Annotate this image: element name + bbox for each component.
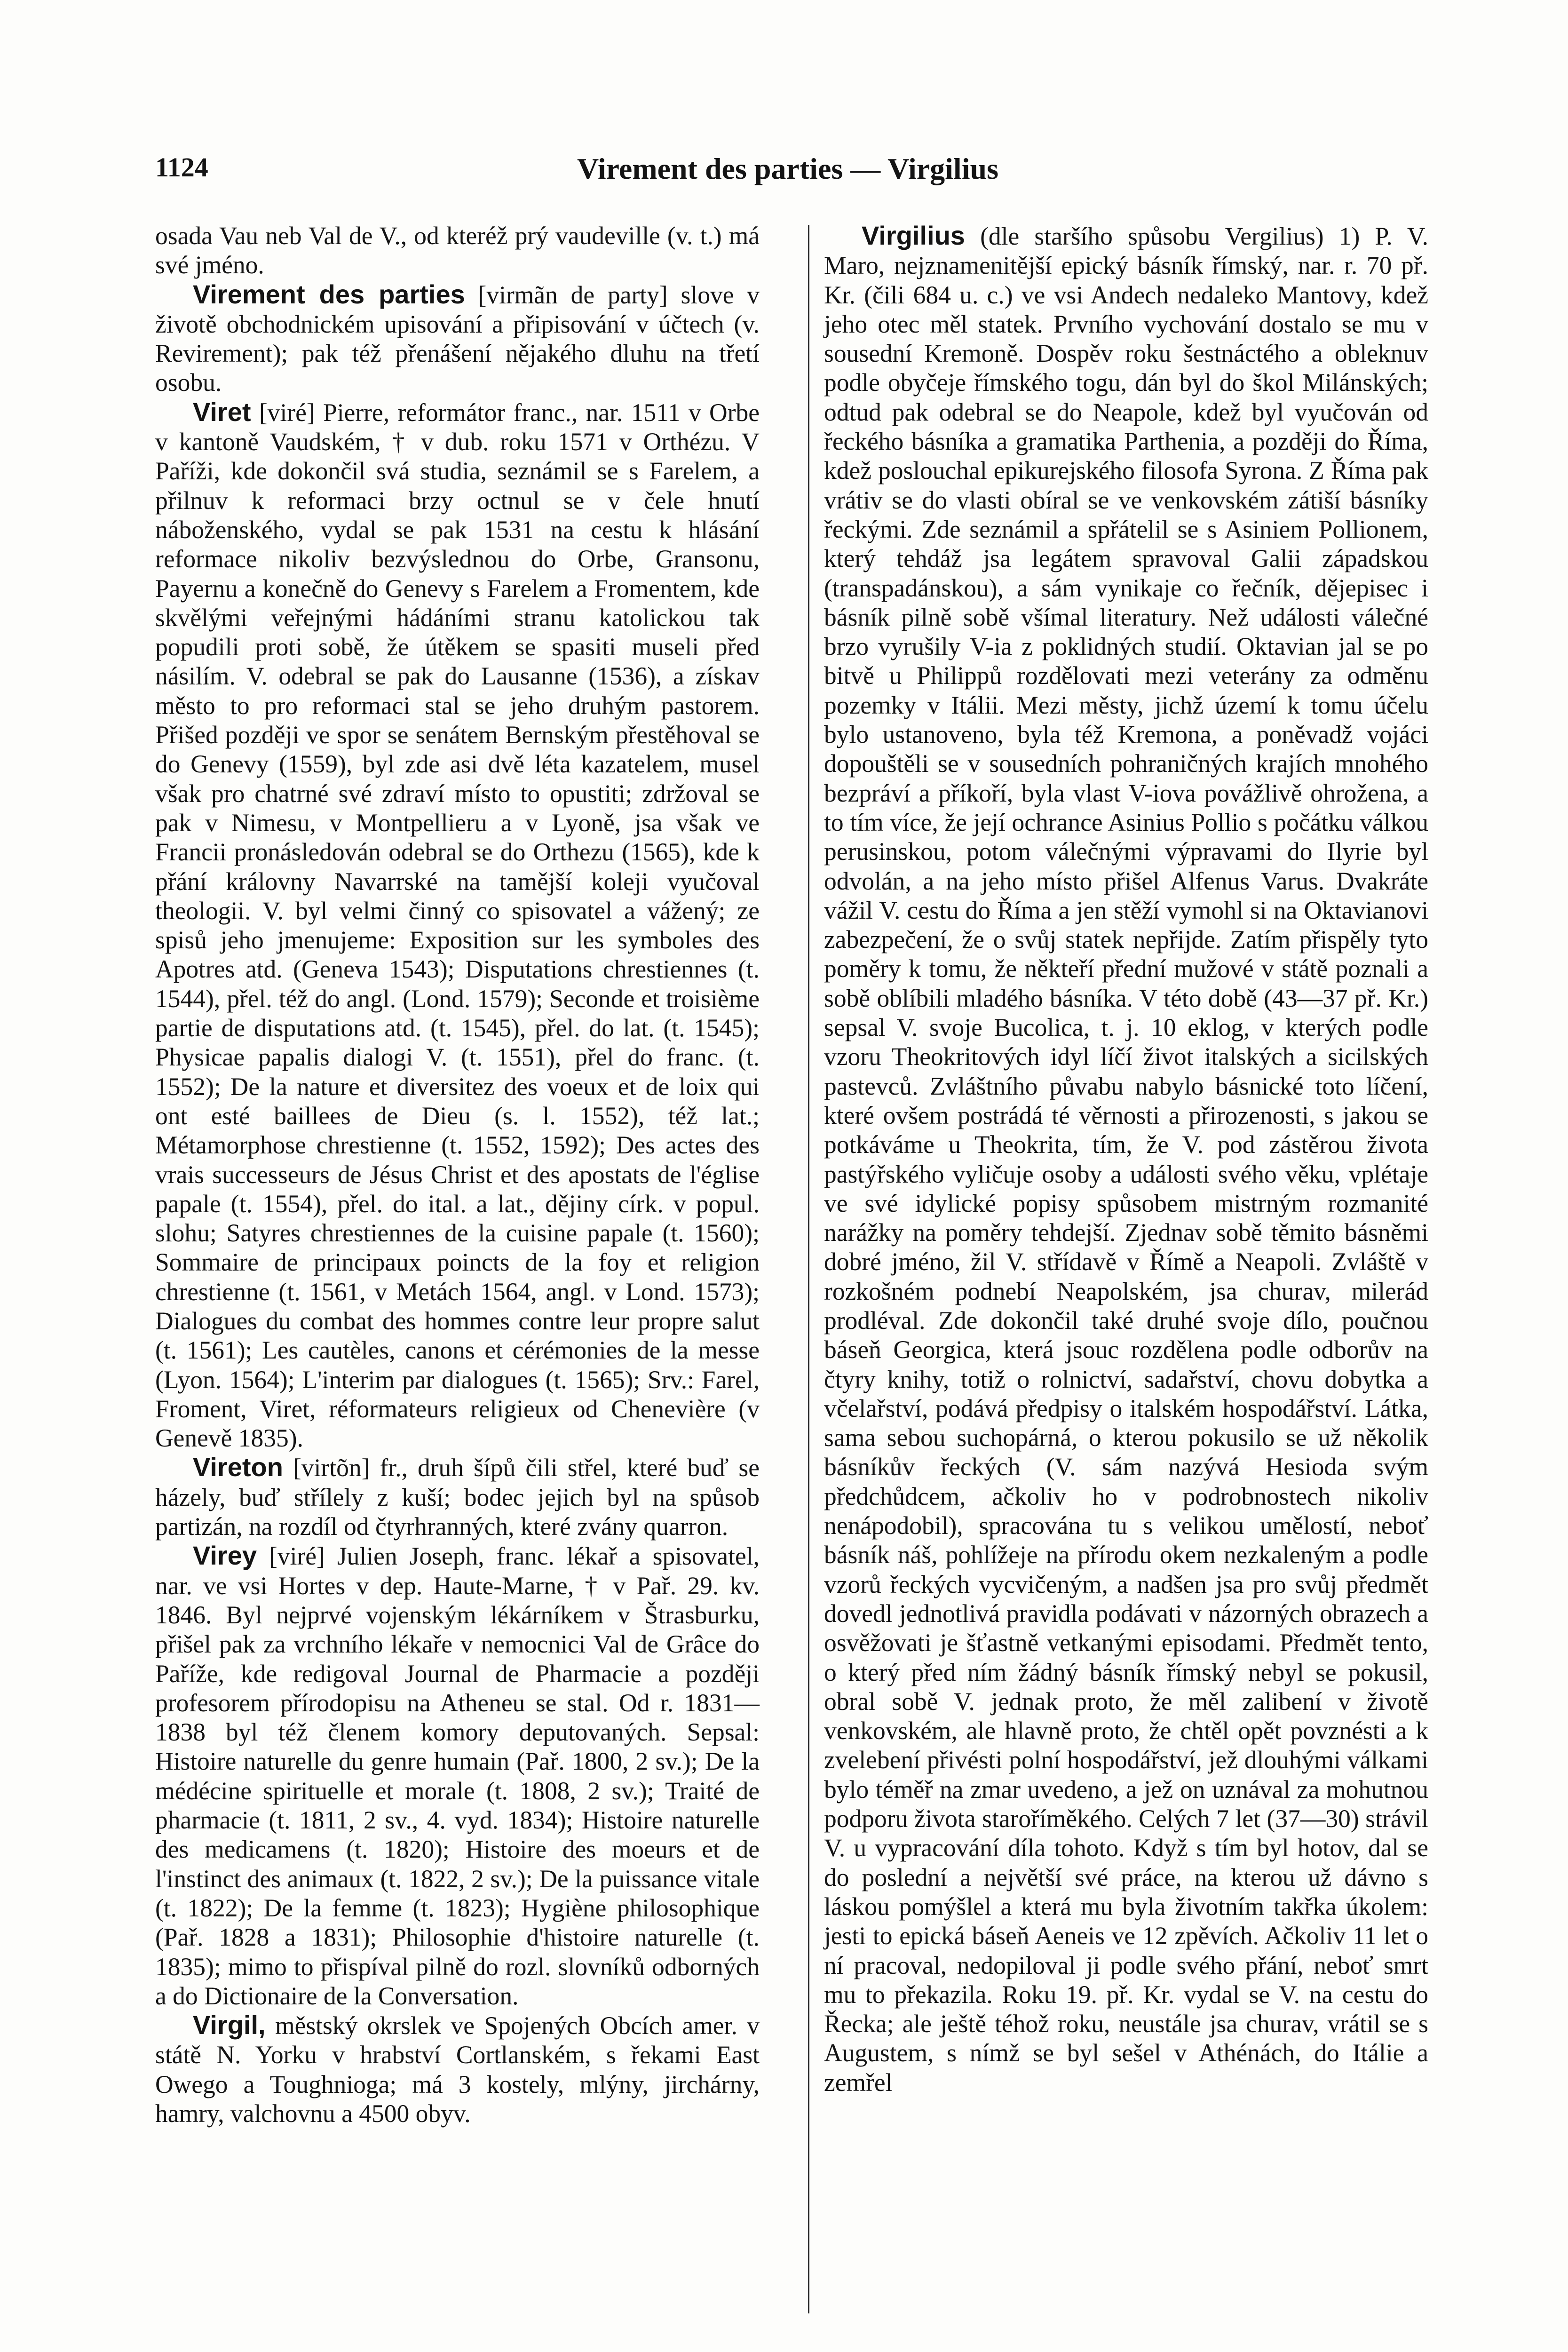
right-column bbox=[824, 221, 1428, 2097]
page-number: 1124 bbox=[155, 152, 208, 183]
headword: Virey bbox=[193, 1541, 257, 1571]
left-column bbox=[155, 221, 760, 2128]
entry-virgil bbox=[155, 2010, 760, 2128]
entry-text: [virmãn de party] slove v životě obchodnickém upisování a připisování v účtech (v. Revirement); pak též přenášení nějakého dluhu na třetí osobu. bbox=[155, 280, 760, 397]
headword: Virgilius bbox=[862, 221, 965, 250]
headword: Vireton bbox=[193, 1452, 283, 1482]
entry-text: [viré] Pierre, reformátor franc., nar. 1511 v Orbe v kantoně Vaudském, † v dub. roku 1571 v Orthézu. V Paříži, kde dokončil svá studia, seznámil se s Farelem, a přilnuv k reformaci brzy octnul se v čele hnutí náboženského, vydal se pak 1531 na cestu k hlásání reformace nikoliv bezvýslednou do Orbe, Gransonu, Payernu a konečně do Genevy s Farelem a Fromentem, kde skvělými veřejnými hádáními stranu katolickou tak popudili proti sobě, že útěkem se spasiti museli před násilím. V. odebral se pak do Lausanne (1536), a získav město to pro reformaci stal se jeho druhým pastorem. Přišed později ve spor se senátem Bernským přestěhoval se do Genevy (1559), byl zde asi dvě léta kazatelem, musel však pro chatrné své zdraví místo to opustiti; zdržoval se pak v Nimesu, v Montpellieru a v Lyoně, jsa však ve Francii pronásledován odebral se do Orthezu (1565), kde k přání královny Navarrské na tamější koleji vyučoval theologii. V. byl velmi činný co spisovatel a vážený; ze spisů jeho jmenujeme: Exposition sur les symboles des Apotres atd. (Geneva 1543); Disputations chrestiennes (t. 1544), přel. též do angl. (Lond. 1579); Seconde et troisième partie de disputations atd. (t. 1545), přel. do lat. (t. 1545); Physicae papalis dialogi V. (t. 1551), přel do franc. (t. 1552); De la nature et diversitez des voeux et de loix qui ont esté baillees de Dieu (s. l. 1552), též lat.; Métamorphose chrestienne (t. 1552, 1592); Des actes des vrais successeurs de Jésus Christ et des apostats de l'église papale (t. 1554), přel. do ital. a lat., dějiny círk. v popul. slohu; Satyres chrestiennes de la cuisine papale (t. 1560); Sommaire de principaux poincts de la foy et religion chrestienne (t. 1561, v Metách 1564, angl. v Lond. 1573); Dialogues du combat des hommes contre leur propre salut (t. 1561); Les cautèles, canons et cérémonies de la messe (Lyon. 1564); L'interim par dialogues (t. 1565); Srv.: Farel, Froment, Viret, réformateurs religieux od Chenevière (v Genevě 1835). bbox=[155, 398, 760, 1453]
headword: Virgil, bbox=[193, 2010, 266, 2040]
page-header bbox=[155, 151, 1420, 203]
entry-vireton bbox=[155, 1453, 760, 1541]
column-divider bbox=[808, 225, 809, 2313]
entry-text: (dle staršího spůsobu Vergilius) 1) P. V. Maro, nejznamenitější epický básník římský, nar. r. 70 př. Kr. (čili 684 u. c.) ve vsi Andech nedaleko Mantovy, kdež jeho otec měl statek. Prvního vychování dostalo se mu v sousední Kremoně. Dospěv roku šestnáctého a obleknuv podle obyčeje římského togu, dán byl do škol Milánských; odtud pak odebral se do Neapole, kdež byl vyučován od řeckého básníka a gramatika Parthenia, a později do Říma, kdež poslouchal epikurejského filosofa Syrona. Z Říma pak vrátiv se do vlasti obíral se ve venkovském zátiší básníky řeckými. Zde seznámil a spřátelil se s Asiniem Pollionem, který tehdáž jsa legátem spravoval Galii západskou (transpadánskou), a sám vynikaje co řečník, dějepisec i básník pilně sobě všímal literatury. Než události válečné brzo vyrušily V-ia z poklidných studií. Oktavian jal se po bitvě u Philippů rozdělovati mezi veterány za odměnu pozemky v Itálii. Mezi městy, jichž území k tomu účelu bylo ustanoveno, byla též Kremona, a poněvadž vojáci dopouštěli se v sousedních pohraničných krajích mnohého bezpráví a příkoří, byla vlast V-iova povážlivě ohrožena, a to tím více, že její ochrance Asinius Pollio s počátku válkou perusinskou, potom válečnými výpravami do Ilyrie byl odvolán, a na jeho místo přišel Alfenus Varus. Dvakráte vážil V. cestu do Říma a jen stěží vymohl si na Oktavianovi zabezpečení, že o svůj statek nepřijde. Zatím přispěly tyto poměry k tomu, že někteří přední mužové v státě poznali a sobě oblíbili mladého básníka. V této době (43—37 př. Kr.) sepsal V. svoje Bucolica, t. j. 10 eklog, v kterých podle vzoru Theokritových idyl líčí život italských a sicilských pastevců. Zvláštního půvabu nabylo básnické toto líčení, které ovšem postrádá té věrnosti a přirozenosti, s jakou se potkáváme u Theokrita, tím, že V. pod zástěrou života pastýřského vyličuje osoby a události svého věku, vplétaje ve své idylické popisy spůsobem mistrným rozmanité narážky na poměry tehdejší. Zjednav sobě těmito básněmi dobré jméno, žil V. střídavě v Římě a Neapoli. Zvláště v rozkošném podnebí Neapolském, jsa churav, milerád prodléval. Zde dokončil také druhé svoje dílo, poučnou báseň Georgica, která jsouc rozdělena podle odborův na čtyry knihy, totiž o rolnictví, sadařství, chovu dobytka a včelařství, podává předpisy o italském hospodářství. Látka, sama sebou suchopárná, o kterou pokusilo se už několik básníkův řeckých (V. sám nazývá Hesioda svým předchůdcem, ačkoliv ho v podrobnostech nikoliv nenápodobil), spracována tu s velikou umělostí, neboť básník náš, pohlížeje na přírodu okem nezkaleným a podle vzorů řeckých vycvičeným, a nadšen jsa pro svůj předmět dovedl jednotlivá pravidla podávati v názorných obrazech a osvěžovati je šťastně vetkanými episodami. Předmět tento, o který před ním žádný básník římský nebyl se pokusil, obral sobě V. jednak proto, že měl zalibení v životě venkovském, ale hlavně proto, že chtěl opět povznésti a k zvelebení přivésti polní hospodářství, jež dlouhými válkami bylo téměř na zmar uvedeno, a jež on uznával za mohutnou podporu života staroříměkého. Celých 7 let (37—30) strávil V. u vypracování díla tohoto. Když s tím byl hotov, dal se do poslední a největší své práce, na kterou už dávno s láskou pomýšlel a která mu byla životním takřka úkolem: jesti to epická báseň Aeneis ve 12 zpěvích. Ačkoliv 11 let o ní pracoval, nedopiloval ji podle svého přání, neboť smrt mu to překazila. Roku 19. př. Kr. vydal se V. na cestu do Řecka; ale ještě téhož roku, neustále jsa churav, vrátil se s Augustem, s nímž se byl sešel v Athénách, do Itálie a zemřel bbox=[824, 222, 1428, 2097]
entry-virement-des-parties bbox=[155, 280, 760, 397]
running-title: Virement des parties — Virgilius bbox=[577, 152, 998, 185]
entry-virey bbox=[155, 1541, 760, 2010]
entry-viret bbox=[155, 397, 760, 1453]
entry-text: osada Vau neb Val de V., od kteréž prý vaudeville (v. t.) má své jméno. bbox=[155, 222, 760, 279]
entry-text: [virtõn] fr., druh šípů čili střel, které buď se házely, buď střílely z kuší; bodec jejich byl na spůsob partizán, na rozdíl od čtyrhranných, které zvány quarron. bbox=[155, 1454, 760, 1541]
entry-continuation-vau-de-v bbox=[155, 221, 760, 280]
entry-text: městský okrslek ve Spojených Obcích amer. v státě N. Yorku v hrabství Cortlanském, s řekami East Owego a Toughnioga; má 3 kostely, mlýny, jirchárny, hamry, valchovnu a 4500 obyv. bbox=[155, 2011, 760, 2128]
entry-virgilius bbox=[824, 221, 1428, 2097]
entry-text: [viré] Julien Joseph, franc. lékař a spisovatel, nar. ve vsi Hortes v dep. Haute-Marne, † v Pař. 29. kv. 1846. Byl nejprvé vojenským lékárníkem v Štrasburku, přišel pak za vrchního lékaře v nemocnici Val de Grâce do Paříže, kde redigoval Journal de Pharmacie a později profesorem přírodopisu na Atheneu se stal. Od r. 1831—1838 byl též členem komory deputovaných. Sepsal: Histoire naturelle du genre humain (Pař. 1800, 2 sv.); De la médécine spirituelle et morale (t. 1808, 2 sv.); Traité de pharmacie (t. 1811, 2 sv., 4. vyd. 1834); Histoire naturelle des medicamens (t. 1820); Histoire des moeurs et de l'instinct des animaux (t. 1822, 2 sv.); De la puissance vitale (t. 1822); De la femme (t. 1823); Hygiène philosophique (Pař. 1828 a 1831); Philosophie d'histoire naturelle (t. 1835); mimo to přispíval pilně do rozl. slovníků odborných a do Dictionaire de la Conversation. bbox=[155, 1542, 760, 2010]
headword: Virement des parties bbox=[193, 279, 465, 309]
headword: Viret bbox=[193, 397, 251, 427]
